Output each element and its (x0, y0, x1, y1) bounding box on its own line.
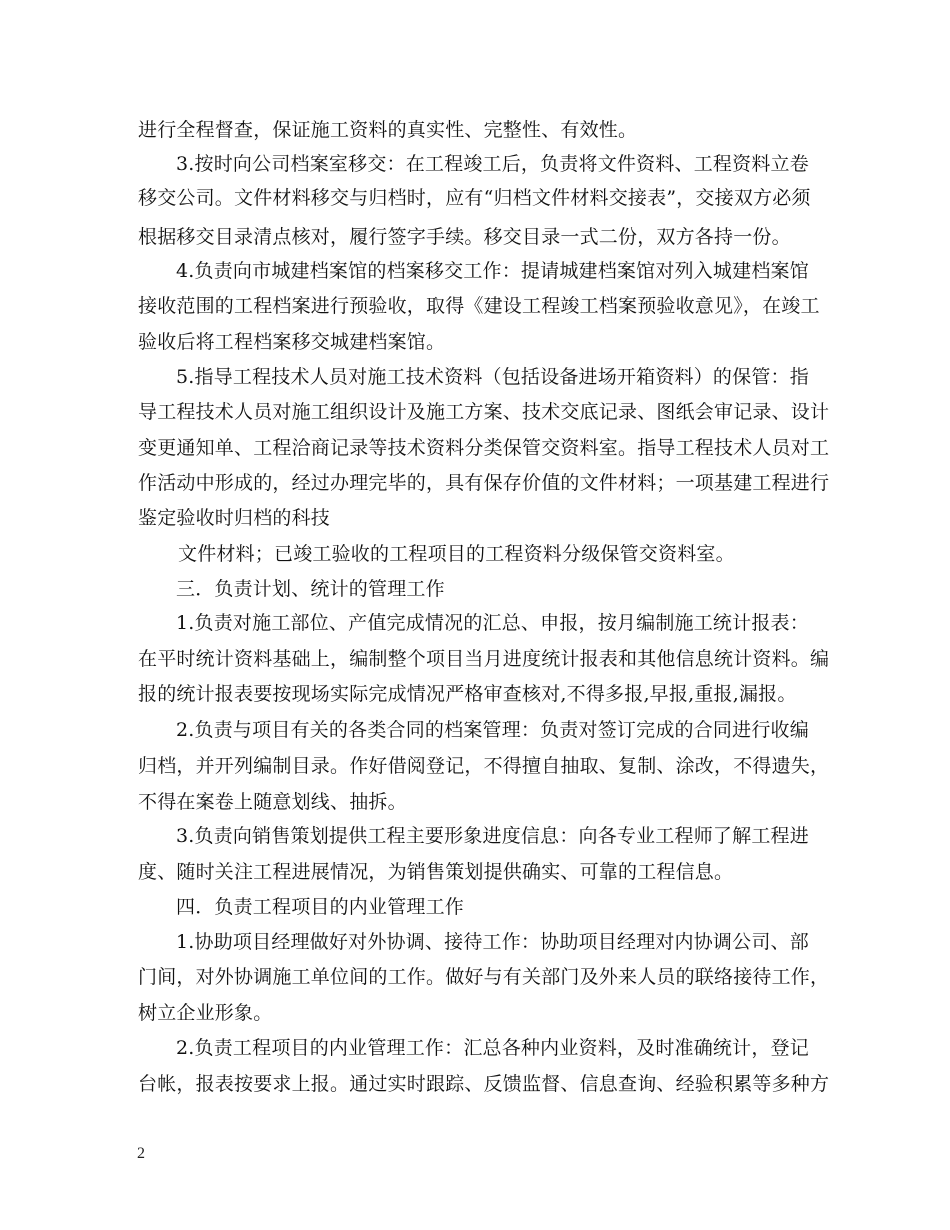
text-line: 2.负责与项目有关的各类合同的档案管理：负责对签订完成的合同进行收编 (176, 719, 809, 741)
text-line: 归档，并开列编制目录。作好借阅登记，不得擅自抽取、复制、涂改，不得遗失， (138, 755, 830, 777)
text-line: 文件材料；已竣工验收的工程项目的工程资料分级保管交资料室。 (178, 543, 735, 565)
text-line: 1.负责对施工部位、产值完成情况的汇总、申报，按月编制施工统计报表： (176, 612, 809, 634)
text-line: 门间，对外协调施工单位间的工作。做好与有关部门及外来人员的联络接待工作， (138, 966, 830, 988)
text-line: 报的统计报表要按现场实际完成情况严格审查核对,不得多报,早报,重报,漏报。 (138, 683, 797, 705)
text-line: 3.按时向公司档案室移交：在工程竣工后，负责将文件资料、工程资料立卷 (176, 153, 809, 175)
text-line: 导工程技术人员对施工组织设计及施工方案、技术交底记录、图纸会审记录、设计 (138, 401, 830, 423)
text-line: 度、随时关注工程进展情况，为销售策划提供确实、可靠的工程信息。 (138, 861, 734, 883)
text-line: 5.指导工程技术人员对施工技术资料（包括设备进场开箱资料）的保管：指 (176, 366, 809, 388)
text-line: 台帐，报表按要求上报。通过实时跟踪、反馈监督、信息查询、经验积累等多种方 (138, 1073, 830, 1095)
text-line: 验收后将工程档案移交城建档案馆。 (138, 331, 446, 353)
section-heading: 四．负责工程项目的内业管理工作 (176, 896, 465, 918)
text-line: 根据移交目录清点核对，履行签字手续。移交目录一式二份，双方各持一份。 (138, 226, 791, 248)
text-line: 4.负责向市城建档案馆的档案移交工作：提请城建档案馆对列入城建档案馆 (176, 260, 809, 282)
text-line: 树立企业形象。 (138, 1002, 273, 1024)
text-line: 移交公司。文件材料移交与归档时，应有“归档文件材料交接表”，交接双方必须 (138, 187, 811, 209)
text-line: 进行全程督查，保证施工资料的真实性、完整性、有效性。 (138, 119, 638, 141)
text-line: 2.负责工程项目的内业管理工作：汇总各种内业资料，及时准确统计，登记 (176, 1037, 809, 1059)
text-line: 3.负责向销售策划提供工程主要形象进度信息：向各专业工程师了解工程进 (176, 825, 809, 847)
text-line: 鉴定验收时归档的科技 (138, 507, 331, 529)
text-line: 不得在案卷上随意划线、抽拆。 (138, 791, 407, 813)
text-line: 1.协助项目经理做好对外协调、接待工作：协助项目经理对内协调公司、部 (176, 931, 809, 953)
text-line: 接收范围的工程档案进行预验收，取得《建设工程竣工档案预验收意见》，在竣工 (138, 295, 820, 317)
text-line: 作活动中形成的，经过办理完毕的，具有保存价值的文件材料；一项基建工程进行 (138, 472, 830, 494)
section-heading: 三．负责计划、统计的管理工作 (176, 578, 445, 600)
text-line: 变更通知单、工程洽商记录等技术资料分类保管交资料室。指导工程技术人员对工 (138, 437, 830, 459)
text-line: 在平时统计资料基础上，编制整个项目当月进度统计报表和其他信息统计资料。编 (138, 648, 830, 670)
page-number: 2 (137, 1145, 145, 1162)
